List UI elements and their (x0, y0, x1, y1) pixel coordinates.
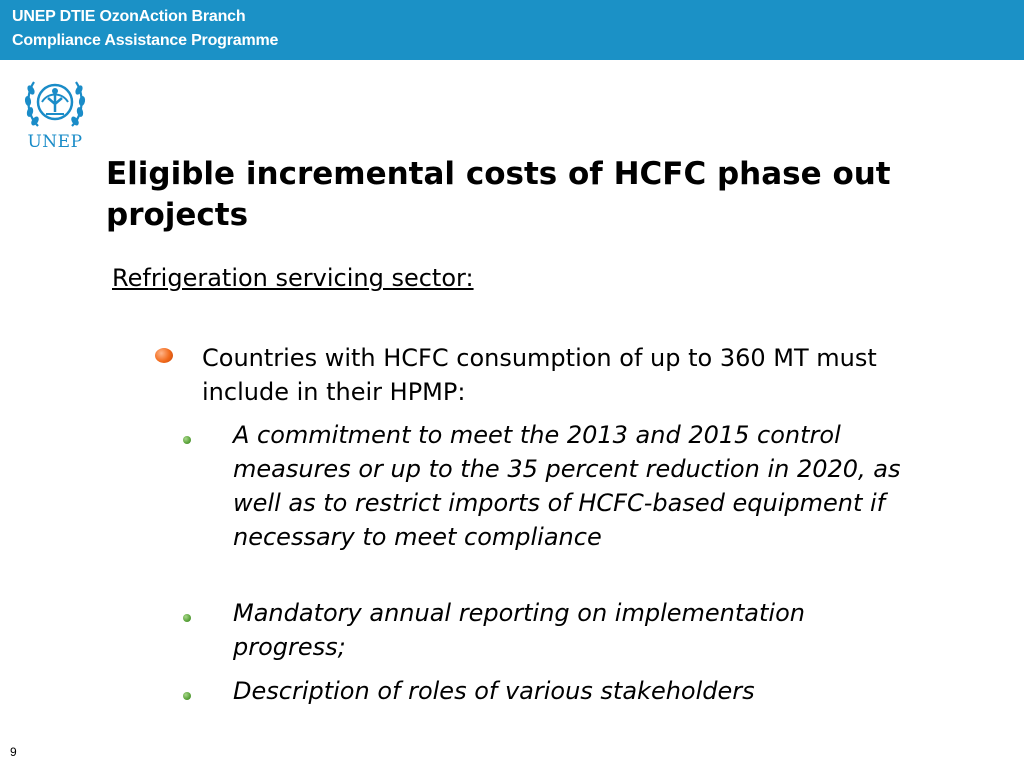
header-programme-line: Compliance Assistance Programme (12, 32, 279, 49)
page-number: 9 (10, 745, 17, 759)
header-org-line: UNEP DTIE OzonAction Branch (12, 8, 246, 25)
unep-emblem-icon (22, 74, 88, 132)
orange-bullet-icon (155, 348, 173, 363)
green-bullet-icon (183, 692, 191, 700)
green-bullet-icon (183, 436, 191, 444)
sub-bullet-text: Description of roles of various stakeholders (233, 677, 755, 705)
bullet-text: Countries with HCFC consumption of up to 360 MT must include in their HPMP: (202, 344, 877, 406)
sub-bullet-text: A commitment to meet the 2013 and 2015 control measures or up to the 35 percent reduction in 2020, as well as to restrict imports of HCFC-based equipment if necessary to meet compliance (233, 421, 901, 551)
slide-title: Eligible incremental costs of HCFC phase out projects (106, 156, 891, 233)
green-bullet-icon (183, 614, 191, 622)
unep-logo (22, 74, 88, 154)
slide-subtitle: Refrigeration servicing sector: (112, 264, 474, 292)
header-bar (0, 0, 1024, 60)
sub-bullet-text: Mandatory annual reporting on implementation progress; (233, 599, 805, 661)
unep-logo-text: UNEP (27, 132, 83, 152)
